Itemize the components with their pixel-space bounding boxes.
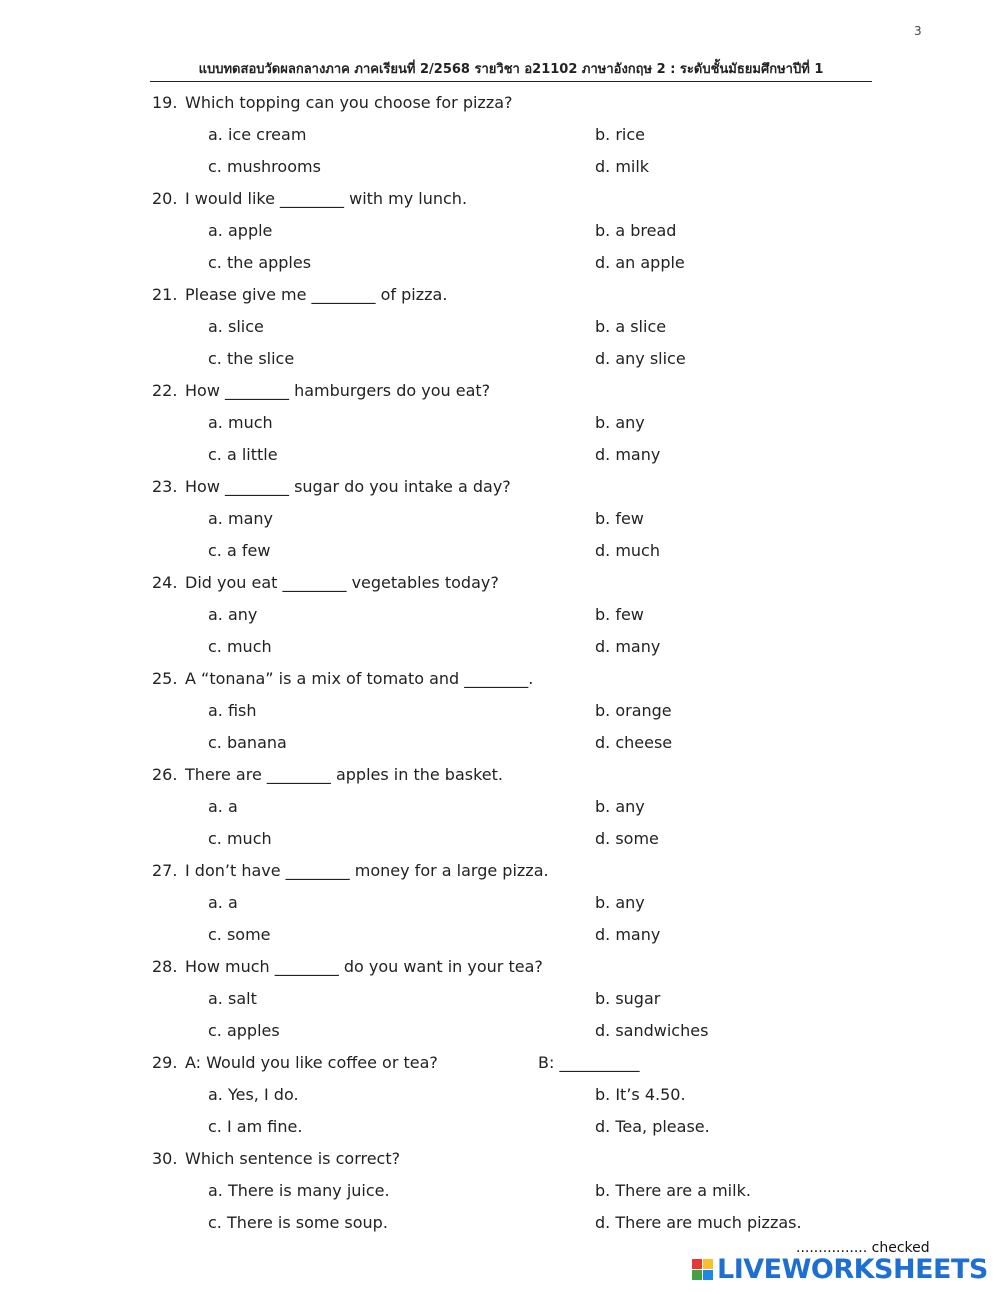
logo-square xyxy=(703,1259,713,1269)
option-row xyxy=(152,214,852,246)
logo-grid-icon xyxy=(692,1259,713,1280)
option-c: c. much xyxy=(208,636,272,656)
option-b: b. orange xyxy=(595,700,672,720)
option-d: d. some xyxy=(595,828,659,848)
question xyxy=(152,1046,852,1078)
option-a: a. Yes, I do. xyxy=(208,1084,299,1104)
answer-blank: B: __________ xyxy=(538,1052,640,1072)
option-a: a. ice cream xyxy=(208,124,307,144)
question xyxy=(152,758,852,790)
option-c: c. the apples xyxy=(208,252,312,272)
question-number: 30. xyxy=(152,1148,178,1168)
option-row xyxy=(152,694,852,726)
option-row xyxy=(152,310,852,342)
question-text: Please give me ________ of pizza. xyxy=(185,284,448,304)
question xyxy=(152,470,852,502)
checked-label: ................ checked xyxy=(796,1240,930,1256)
question xyxy=(152,1142,852,1174)
option-a: a. many xyxy=(208,508,273,528)
option-c: c. I am fine. xyxy=(208,1116,303,1136)
option-d: d. sandwiches xyxy=(595,1020,709,1040)
question-number: 22. xyxy=(152,380,178,400)
option-c: c. some xyxy=(208,924,271,944)
option-row xyxy=(152,342,852,374)
option-row xyxy=(152,1174,852,1206)
logo-square xyxy=(703,1270,713,1280)
question-text: How ________ sugar do you intake a day? xyxy=(185,476,511,496)
option-d: d. many xyxy=(595,924,661,944)
option-b: b. a slice xyxy=(595,316,667,336)
option-row xyxy=(152,246,852,278)
option-d: d. There are much pizzas. xyxy=(595,1212,802,1232)
option-d: d. many xyxy=(595,636,661,656)
option-row xyxy=(152,598,852,630)
option-row xyxy=(152,982,852,1014)
option-d: d. an apple xyxy=(595,252,685,272)
option-b: b. few xyxy=(595,604,644,624)
question-text: I would like ________ with my lunch. xyxy=(185,188,468,208)
question-text: A “tonana” is a mix of tomato and ________. xyxy=(185,668,534,688)
option-row xyxy=(152,502,852,534)
option-d: d. Tea, please. xyxy=(595,1116,710,1136)
option-a: a. a xyxy=(208,796,238,816)
option-b: b. any xyxy=(595,412,645,432)
option-row xyxy=(152,918,852,950)
option-c: c. banana xyxy=(208,732,287,752)
question xyxy=(152,566,852,598)
exam-header: แบบทดสอบวัดผลกลางภาค ภาคเรียนที่ 2/2568 รายวิชา อ21102 ภาษาอังกฤษ 2 : ระดับชั้นมัธยมศึกษาปีที่ 1 xyxy=(150,58,872,82)
question-number: 29. xyxy=(152,1052,178,1072)
question-number: 20. xyxy=(152,188,178,208)
question-text: There are ________ apples in the basket. xyxy=(185,764,503,784)
question-text: How much ________ do you want in your tea? xyxy=(185,956,543,976)
option-a: a. much xyxy=(208,412,273,432)
option-c: c. much xyxy=(208,828,272,848)
option-a: a. a xyxy=(208,892,238,912)
option-b: b. It’s 4.50. xyxy=(595,1084,686,1104)
logo-text: LIVEWORKSHEETS xyxy=(717,1254,988,1285)
option-c: c. apples xyxy=(208,1020,280,1040)
question-text: Did you eat ________ vegetables today? xyxy=(185,572,499,592)
question xyxy=(152,950,852,982)
option-row xyxy=(152,726,852,758)
question-number: 26. xyxy=(152,764,178,784)
option-c: c. the slice xyxy=(208,348,295,368)
question xyxy=(152,854,852,886)
question-number: 28. xyxy=(152,956,178,976)
question-list xyxy=(152,86,852,1238)
option-c: c. a little xyxy=(208,444,278,464)
option-a: a. apple xyxy=(208,220,273,240)
question-text: Which sentence is correct? xyxy=(185,1148,401,1168)
option-row xyxy=(152,118,852,150)
question-number: 19. xyxy=(152,92,178,112)
option-row xyxy=(152,630,852,662)
question-text: How ________ hamburgers do you eat? xyxy=(185,380,491,400)
option-row xyxy=(152,1206,852,1238)
option-b: b. There are a milk. xyxy=(595,1180,751,1200)
option-b: b. any xyxy=(595,892,645,912)
logo-square xyxy=(692,1270,702,1280)
option-row xyxy=(152,406,852,438)
liveworksheets-logo xyxy=(692,1254,988,1285)
question-number: 21. xyxy=(152,284,178,304)
option-row xyxy=(152,1014,852,1046)
question xyxy=(152,662,852,694)
option-row xyxy=(152,534,852,566)
option-b: b. a bread xyxy=(595,220,677,240)
question-text: I don’t have ________ money for a large pizza. xyxy=(185,860,549,880)
question-number: 23. xyxy=(152,476,178,496)
question-text: A: Would you like coffee or tea? xyxy=(185,1052,438,1072)
option-d: d. much xyxy=(595,540,660,560)
question xyxy=(152,278,852,310)
option-c: c. There is some soup. xyxy=(208,1212,388,1232)
question-number: 27. xyxy=(152,860,178,880)
option-d: d. many xyxy=(595,444,661,464)
option-a: a. slice xyxy=(208,316,264,336)
option-row xyxy=(152,438,852,470)
option-b: b. sugar xyxy=(595,988,661,1008)
option-a: a. salt xyxy=(208,988,257,1008)
option-row xyxy=(152,886,852,918)
option-c: c. a few xyxy=(208,540,271,560)
option-b: b. rice xyxy=(595,124,645,144)
question-number: 24. xyxy=(152,572,178,592)
option-b: b. any xyxy=(595,796,645,816)
page-number: 3 xyxy=(914,24,922,38)
option-b: b. few xyxy=(595,508,644,528)
option-a: a. fish xyxy=(208,700,257,720)
question-text: Which topping can you choose for pizza? xyxy=(185,92,513,112)
option-row xyxy=(152,822,852,854)
option-d: d. milk xyxy=(595,156,650,176)
option-row xyxy=(152,150,852,182)
option-c: c. mushrooms xyxy=(208,156,321,176)
option-d: d. cheese xyxy=(595,732,673,752)
option-a: a. There is many juice. xyxy=(208,1180,390,1200)
option-row xyxy=(152,1078,852,1110)
question-number: 25. xyxy=(152,668,178,688)
question xyxy=(152,182,852,214)
option-d: d. any slice xyxy=(595,348,686,368)
question xyxy=(152,374,852,406)
logo-square xyxy=(692,1259,702,1269)
option-row xyxy=(152,790,852,822)
question xyxy=(152,86,852,118)
option-a: a. any xyxy=(208,604,258,624)
option-row xyxy=(152,1110,852,1142)
